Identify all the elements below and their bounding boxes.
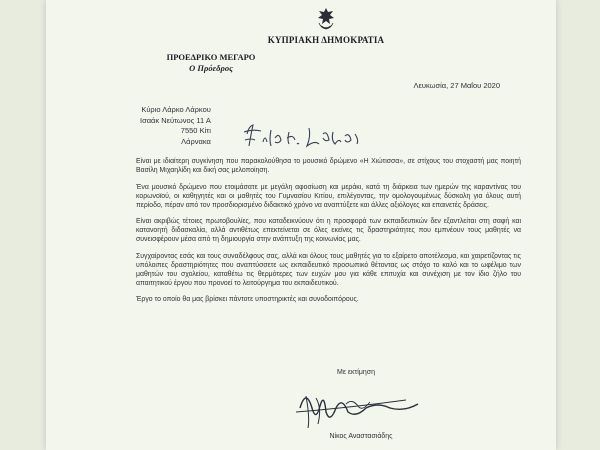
addressee-postcode: 7550 Κίτι [180,126,211,136]
office-role: Ο Πρόεδρος [189,63,233,73]
addressee-street: Ισαάκ Νεύτωνος 11 Α [140,115,211,125]
closing-line: Με εκτίμηση [337,369,375,376]
letter-page [46,0,556,450]
letter-date: Λευκωσία, 27 Μαΐου 2020 [413,81,500,90]
coat-of-arms-icon [315,6,337,32]
signer-name: Νίκος Αναστασιάδης [329,433,393,440]
letter-body [136,157,521,312]
body-paragraph: Είναι ακριβώς τέτοιες πρωτοβουλίες, που καταδεικνύουν ότι η προσφορά των εκπαιδευτικών δεν εξαντλείται στη σαφή και κατανοητή διδασκαλία, αλλά αντιθέτως επεκτείνεται σε όλες εκείνες τις δραστηριότητες που εμπνέουν τους μαθητές να συνεισφέρουν μέσα από τη δημιουργία στην ανάπτυξη της κοινωνίας μας. [136,218,521,243]
salutation-text: Φίλε κ. Λάρκου, [241,120,248,121]
addressee-city: Λάρνακα [181,136,211,146]
body-paragraph: Έργο το οποίο θα μας βρίσκει πάντοτε υποστηρικτές και συνοδοιπόρους. [136,296,359,303]
office-title: ΠΡΟΕΔΡΙΚΟ ΜΕΓΑΡΟ [166,52,256,62]
addressee-block [140,105,211,147]
addressee-name: Κύριο Λάρκο Λάρκου [141,105,211,114]
handwritten-salutation [241,120,371,154]
country-heading: ΚΥΠΡΙΑΚΗ ΔΗΜΟΚΡΑΤΙΑ [267,35,385,45]
body-paragraph: Συγχαίροντας εσάς και τους συναδέλφους σας, αλλά και όλους τους μαθητές για το εξαίρετο αποτέλεσμα, και χαιρετίζοντας τις υπόλοιπες δραστηριότητες που αναπτύσσετε ως εκπαιδευτικό προσωπικό θέτοντας ως στόχο το καλό και το ωφέλιμο των μαθητών του σχολείου, καταθέτω τις θερμότερες των ευχών μου για κάθε επιτυχία και συνέχιση με τον ίδιο ζήλο του απαιτητικού έργου που προνοεί το λειτούργημα του εκπαιδευτικού. [136,252,521,287]
body-paragraph: Είναι με ιδιαίτερη συγκίνηση που παρακολούθησα το μουσικό δρώμενο «Η Χιώτισσα», σε στίχους του στοχαστή μας ποιητή Βασίλη Μιχαηλίδη και δική σας μελοποίηση. [136,158,521,174]
body-paragraph: Ένα μουσικό δρώμενο που ετοιμάσατε με μεγάλη αφοσίωση και μεράκι, κατά τη διάρκεια των ημερών της καραντίνας του κορωνοϊού, οι καθηγητές και οι μαθητές του Γυμνασίου Κιτίου, επιλέγοντας, την ομολογουμένως δύσκολη για όλους αυτή περίοδο, πέραν από τον προσδιορισμένο διδακτικό χρόνο να αναπτύξετε και άλλες αξιόλογες και επαινετές δράσεις. [136,183,521,209]
letterhead-office [136,52,286,74]
signature-icon [286,378,426,434]
